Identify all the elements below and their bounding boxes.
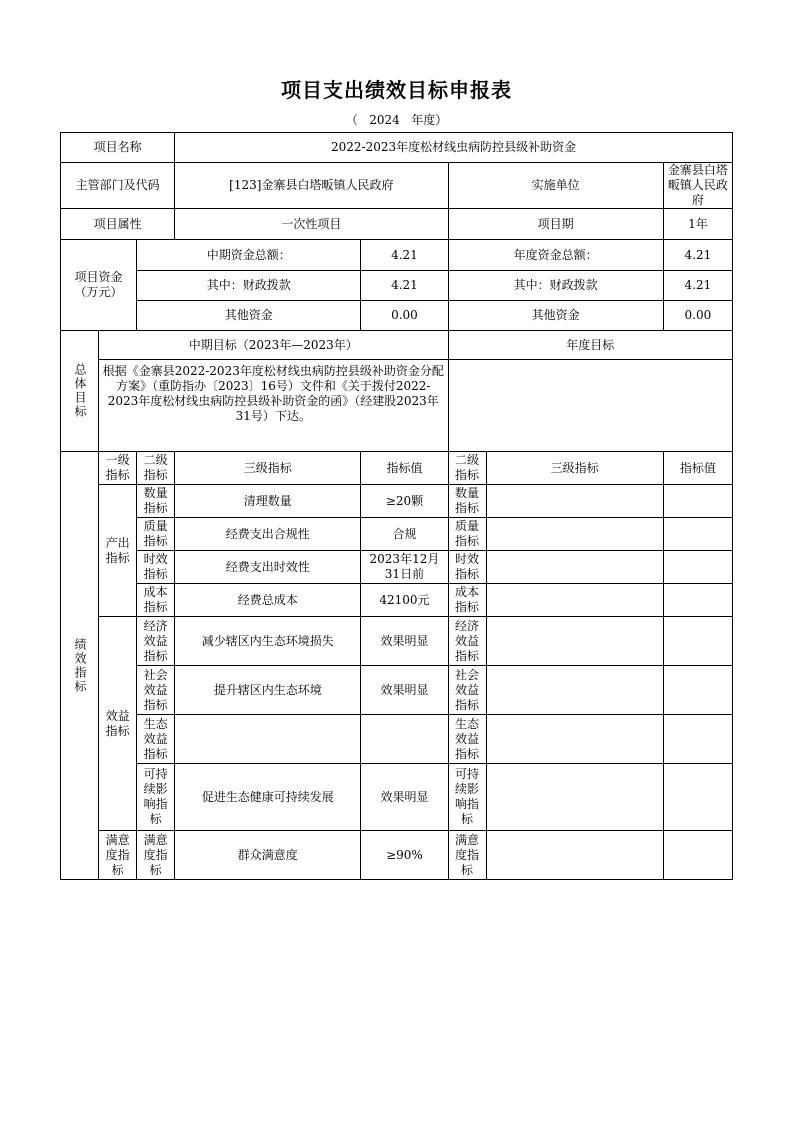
mid-goal-header: 中期目标（2023年—2023年） — [99, 331, 448, 360]
performance-goal-table — [60, 132, 733, 880]
right-level2-cell: 经济效益指标 — [448, 617, 486, 666]
right-level3-cell — [486, 831, 663, 880]
right-level3-cell — [486, 666, 663, 715]
project-attribute-label: 项目属性 — [61, 209, 175, 240]
project-name-row — [61, 133, 733, 163]
project-name-label: 项目名称 — [61, 133, 175, 163]
indicator-row — [61, 666, 733, 715]
right-level2-cell: 质量指标 — [448, 518, 486, 551]
mid-other-value: 0.00 — [361, 301, 448, 331]
implementing-unit-value: 金寨县白塔畈镇人民政府 — [663, 163, 732, 209]
header-level2: 二级指标 — [137, 452, 175, 485]
level2-cell: 时效指标 — [137, 551, 175, 584]
level3-cell: 清理数量 — [175, 485, 361, 518]
mid-fiscal-value: 4.21 — [361, 271, 448, 301]
level3-cell: 减少辖区内生态环境损失 — [175, 617, 361, 666]
right-level2-cell: 数量指标 — [448, 485, 486, 518]
value-cell: ≥20颗 — [361, 485, 448, 518]
year-goal-header: 年度目标 — [448, 331, 733, 360]
header-right-value: 指标值 — [663, 452, 732, 485]
header-right-level2: 二级指标 — [448, 452, 486, 485]
year-other-value: 0.00 — [663, 301, 732, 331]
level2-cell: 可持续影响指标 — [137, 764, 175, 831]
right-level3-cell — [486, 551, 663, 584]
subtitle-year-label: 年度） — [411, 113, 448, 127]
output-indicator-label: 产出指标 — [99, 485, 137, 617]
mid-goal-text: 根据《金寨县2022-2023年度松材线虫病防控县级补助资金分配方案》（重防指办〔2023〕16号）文件和《关于拨付2022-2023年度松材线虫病防控县级补助资金的函》（经建股2023年31号）下达。 — [99, 360, 448, 452]
right-value-cell — [663, 831, 732, 880]
indicator-row — [61, 485, 733, 518]
value-cell: ≥90% — [361, 831, 448, 880]
level2-cell: 社会效益指标 — [137, 666, 175, 715]
year-fiscal-value: 4.21 — [663, 271, 732, 301]
goals-header-row — [61, 331, 733, 360]
department-value: [123]金寨县白塔畈镇人民政府 — [175, 163, 448, 209]
year-total-label: 年度资金总额： — [448, 240, 663, 271]
right-level2-cell: 可持续影响指标 — [448, 764, 486, 831]
level3-cell — [175, 715, 361, 764]
project-name-value: 2022-2023年度松材线虫病防控县级补助资金 — [175, 133, 733, 163]
level2-cell: 质量指标 — [137, 518, 175, 551]
funds-total-row — [61, 240, 733, 271]
right-level3-cell — [486, 764, 663, 831]
subtitle-open: （ — [345, 113, 358, 127]
value-cell: 合规 — [361, 518, 448, 551]
funds-other-row — [61, 301, 733, 331]
header-right-level3: 三级指标 — [486, 452, 663, 485]
indicator-row — [61, 831, 733, 880]
right-level3-cell — [486, 584, 663, 617]
mid-total-value: 4.21 — [361, 240, 448, 271]
indicator-row — [61, 518, 733, 551]
right-level3-cell — [486, 518, 663, 551]
right-level3-cell — [486, 485, 663, 518]
level3-cell: 提升辖区内生态环境 — [175, 666, 361, 715]
department-label: 主管部门及代码 — [61, 163, 175, 209]
indicator-header-row — [61, 452, 733, 485]
year-fiscal-label: 其中：财政拨款 — [448, 271, 663, 301]
benefit-indicator-label: 效益指标 — [99, 617, 137, 831]
project-period-label: 项目期 — [448, 209, 663, 240]
year-subtitle — [0, 111, 793, 128]
right-level2-cell: 成本指标 — [448, 584, 486, 617]
year-other-label: 其他资金 — [448, 301, 663, 331]
header-value: 指标值 — [361, 452, 448, 485]
department-row — [61, 163, 733, 209]
project-attribute-row — [61, 209, 733, 240]
value-cell: 2023年12月31日前 — [361, 551, 448, 584]
right-value-cell — [663, 617, 732, 666]
project-attribute-value: 一次性项目 — [175, 209, 448, 240]
project-period-value: 1年 — [663, 209, 732, 240]
indicator-row — [61, 551, 733, 584]
right-value-cell — [663, 518, 732, 551]
project-funds-label-line1: 项目资金 — [74, 270, 123, 284]
level3-cell: 经费总成本 — [175, 584, 361, 617]
page-title: 项目支出绩效目标申报表 — [281, 78, 512, 102]
right-level2-cell: 社会效益指标 — [448, 666, 486, 715]
value-cell — [361, 715, 448, 764]
level3-cell: 经费支出时效性 — [175, 551, 361, 584]
right-level2-cell: 满意度指标 — [448, 831, 486, 880]
satisfaction-indicator-label: 满意度指标 — [99, 831, 137, 880]
mid-total-label: 中期资金总额： — [137, 240, 361, 271]
level3-cell: 经费支出合规性 — [175, 518, 361, 551]
implementing-unit-label: 实施单位 — [448, 163, 663, 209]
right-value-cell — [663, 584, 732, 617]
level2-cell: 生态效益指标 — [137, 715, 175, 764]
value-cell: 42100元 — [361, 584, 448, 617]
indicator-row — [61, 584, 733, 617]
level2-cell: 满意度指标 — [137, 831, 175, 880]
subtitle-year: 2024 — [369, 113, 400, 127]
level3-cell: 群众满意度 — [175, 831, 361, 880]
performance-indicators-label: 绩效指标 — [61, 452, 99, 880]
level2-cell: 数量指标 — [137, 485, 175, 518]
level2-cell: 经济效益指标 — [137, 617, 175, 666]
year-goal-text — [448, 360, 733, 452]
right-level2-cell: 时效指标 — [448, 551, 486, 584]
right-level3-cell — [486, 715, 663, 764]
overall-goals-label: 总体目标 — [61, 331, 99, 452]
level2-cell: 成本指标 — [137, 584, 175, 617]
header-level3: 三级指标 — [175, 452, 361, 485]
value-cell: 效果明显 — [361, 617, 448, 666]
indicator-row — [61, 764, 733, 831]
right-value-cell — [663, 485, 732, 518]
right-level3-cell — [486, 617, 663, 666]
right-level2-cell: 生态效益指标 — [448, 715, 486, 764]
right-value-cell — [663, 715, 732, 764]
funds-fiscal-row — [61, 271, 733, 301]
value-cell: 效果明显 — [361, 666, 448, 715]
header-level1: 一级指标 — [99, 452, 137, 485]
indicator-row — [61, 617, 733, 666]
value-cell: 效果明显 — [361, 764, 448, 831]
indicator-row — [61, 715, 733, 764]
year-total-value: 4.21 — [663, 240, 732, 271]
project-funds-label-line2: （万元） — [74, 285, 123, 299]
right-value-cell — [663, 764, 732, 831]
mid-other-label: 其他资金 — [137, 301, 361, 331]
right-value-cell — [663, 666, 732, 715]
level3-cell: 促进生态健康可持续发展 — [175, 764, 361, 831]
goals-content-row — [61, 360, 733, 452]
mid-fiscal-label: 其中：财政拨款 — [137, 271, 361, 301]
project-funds-label — [61, 240, 137, 331]
right-value-cell — [663, 551, 732, 584]
